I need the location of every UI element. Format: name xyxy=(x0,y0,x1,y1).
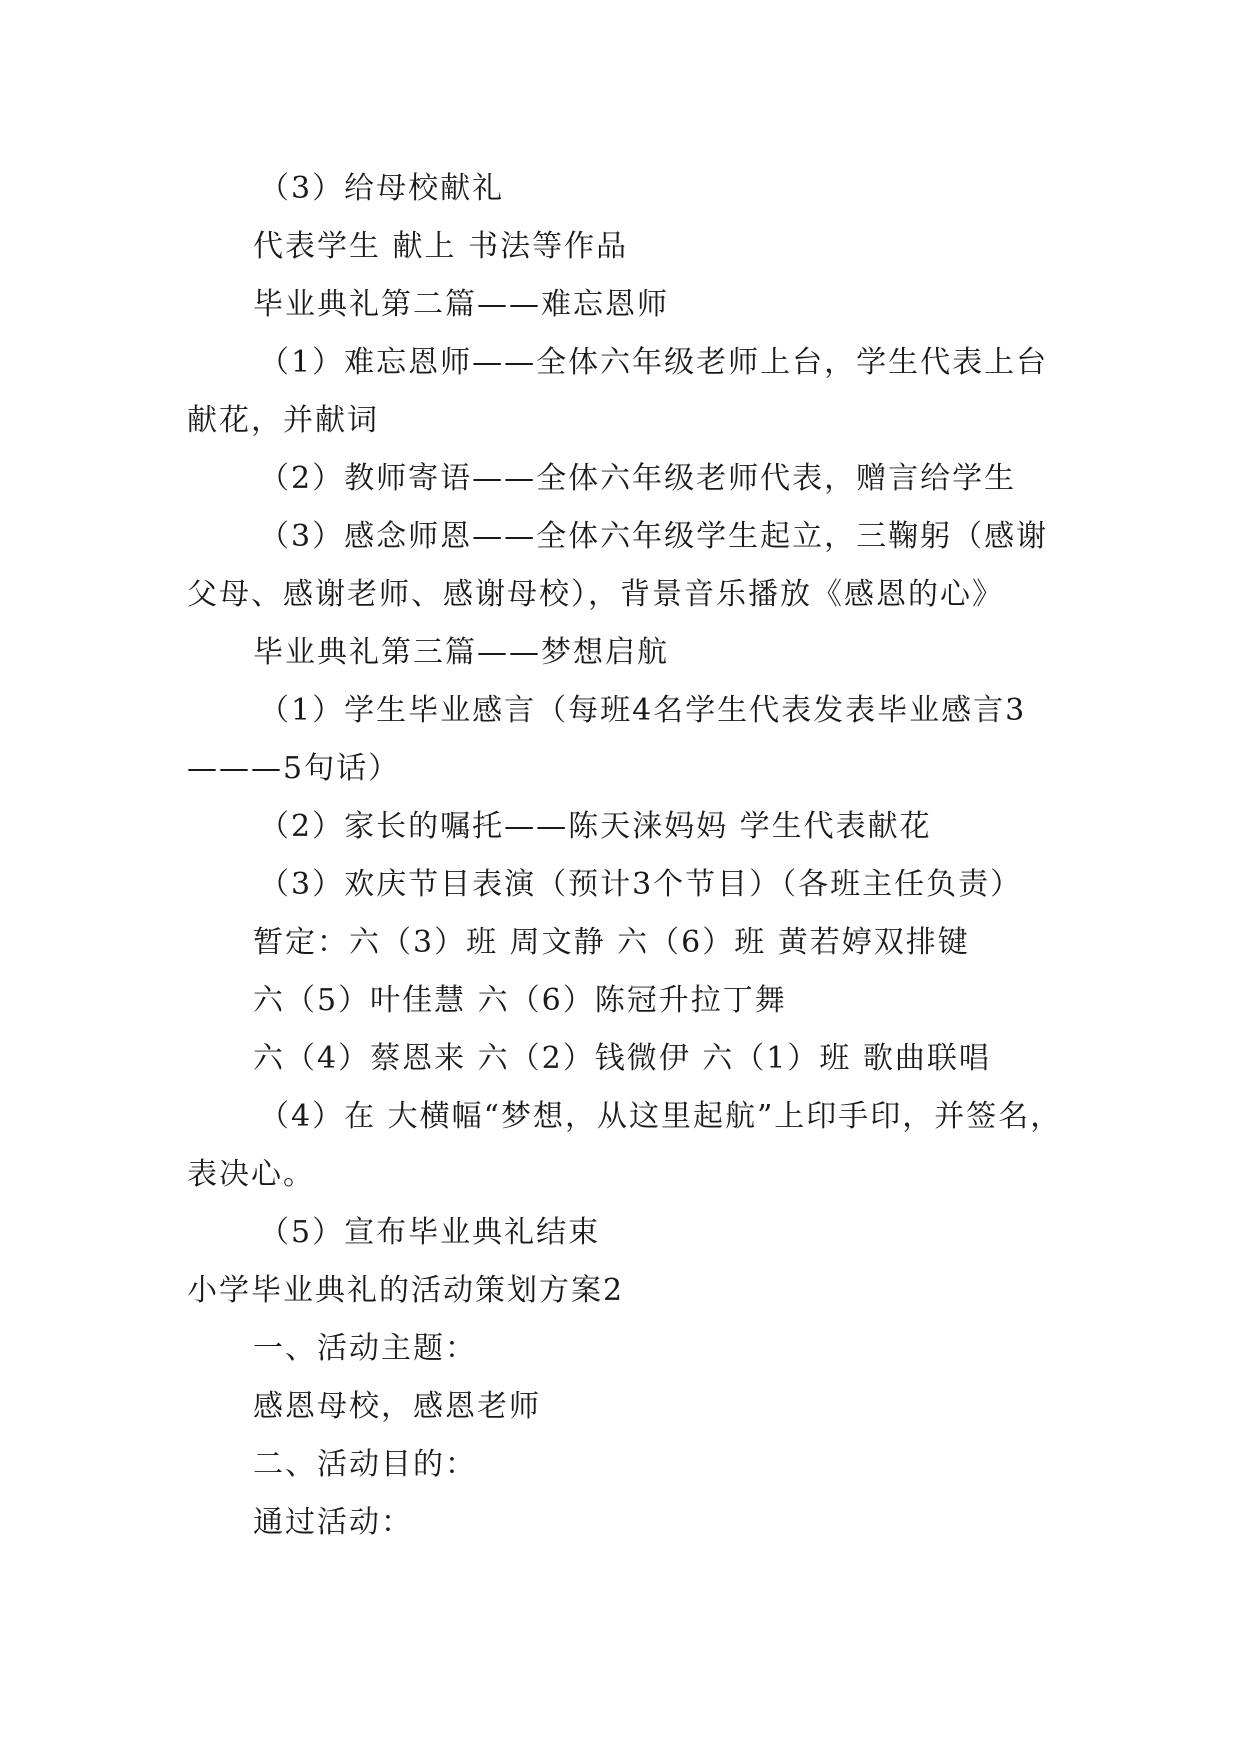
list-item-parent-message: （2）家长的嘱托——陈天涞妈妈 学生代表献花 xyxy=(259,809,932,844)
document-title-plan-2: 小学毕业典礼的活动策划方案2 xyxy=(187,1273,625,1308)
list-item-unforgettable-teachers: （1）难忘恩师——全体六年级老师上台，学生代表上台献花，并献词 xyxy=(187,345,1049,438)
section-heading-theme: 一、活动主题： xyxy=(253,1331,477,1366)
list-item-gift-to-school: （3）给母校献礼 xyxy=(259,171,505,206)
list-item-gratitude-to-teachers: （3）感念师恩——全体六年级学生起立，三鞠躬（感谢父母、感谢老师、感谢母校），背景音乐播放《感恩的心》 xyxy=(187,519,1049,612)
paragraph-program-dance: 六（5）叶佳慧 六（6）陈冠升拉丁舞 xyxy=(253,983,787,1018)
list-item-banner-handprints: （4）在 大横幅“梦想，从这里起航”上印手印，并签名，表决心。 xyxy=(187,1099,1063,1192)
list-item-graduation-speech: （1）学生毕业感言（每班4名学生代表发表毕业感言3———5句话） xyxy=(187,693,1027,786)
document-body xyxy=(187,160,1067,1552)
paragraph-tentative-program: 暂定：六（3）班 周文静 六（6）班 黄若婷双排键 xyxy=(253,925,970,960)
list-item-performances: （3）欢庆节目表演（预计3个节目）（各班主任负责） xyxy=(259,867,1023,902)
section-heading-purpose: 二、活动目的： xyxy=(253,1447,477,1482)
paragraph-student-works: 代表学生 献上 书法等作品 xyxy=(253,229,629,264)
list-item-ceremony-end: （5）宣布毕业典礼结束 xyxy=(259,1215,601,1250)
section-heading-part-two: 毕业典礼第二篇——难忘恩师 xyxy=(253,287,669,322)
paragraph-purpose: 通过活动： xyxy=(253,1505,413,1540)
list-item-teacher-message: （2）教师寄语——全体六年级老师代表，赠言给学生 xyxy=(259,461,1017,496)
paragraph-theme: 感恩母校，感恩老师 xyxy=(253,1389,541,1424)
section-heading-part-three: 毕业典礼第三篇——梦想启航 xyxy=(253,635,669,670)
paragraph-program-medley: 六（4）蔡恩来 六（2）钱微伊 六（1）班 歌曲联唱 xyxy=(253,1041,991,1076)
